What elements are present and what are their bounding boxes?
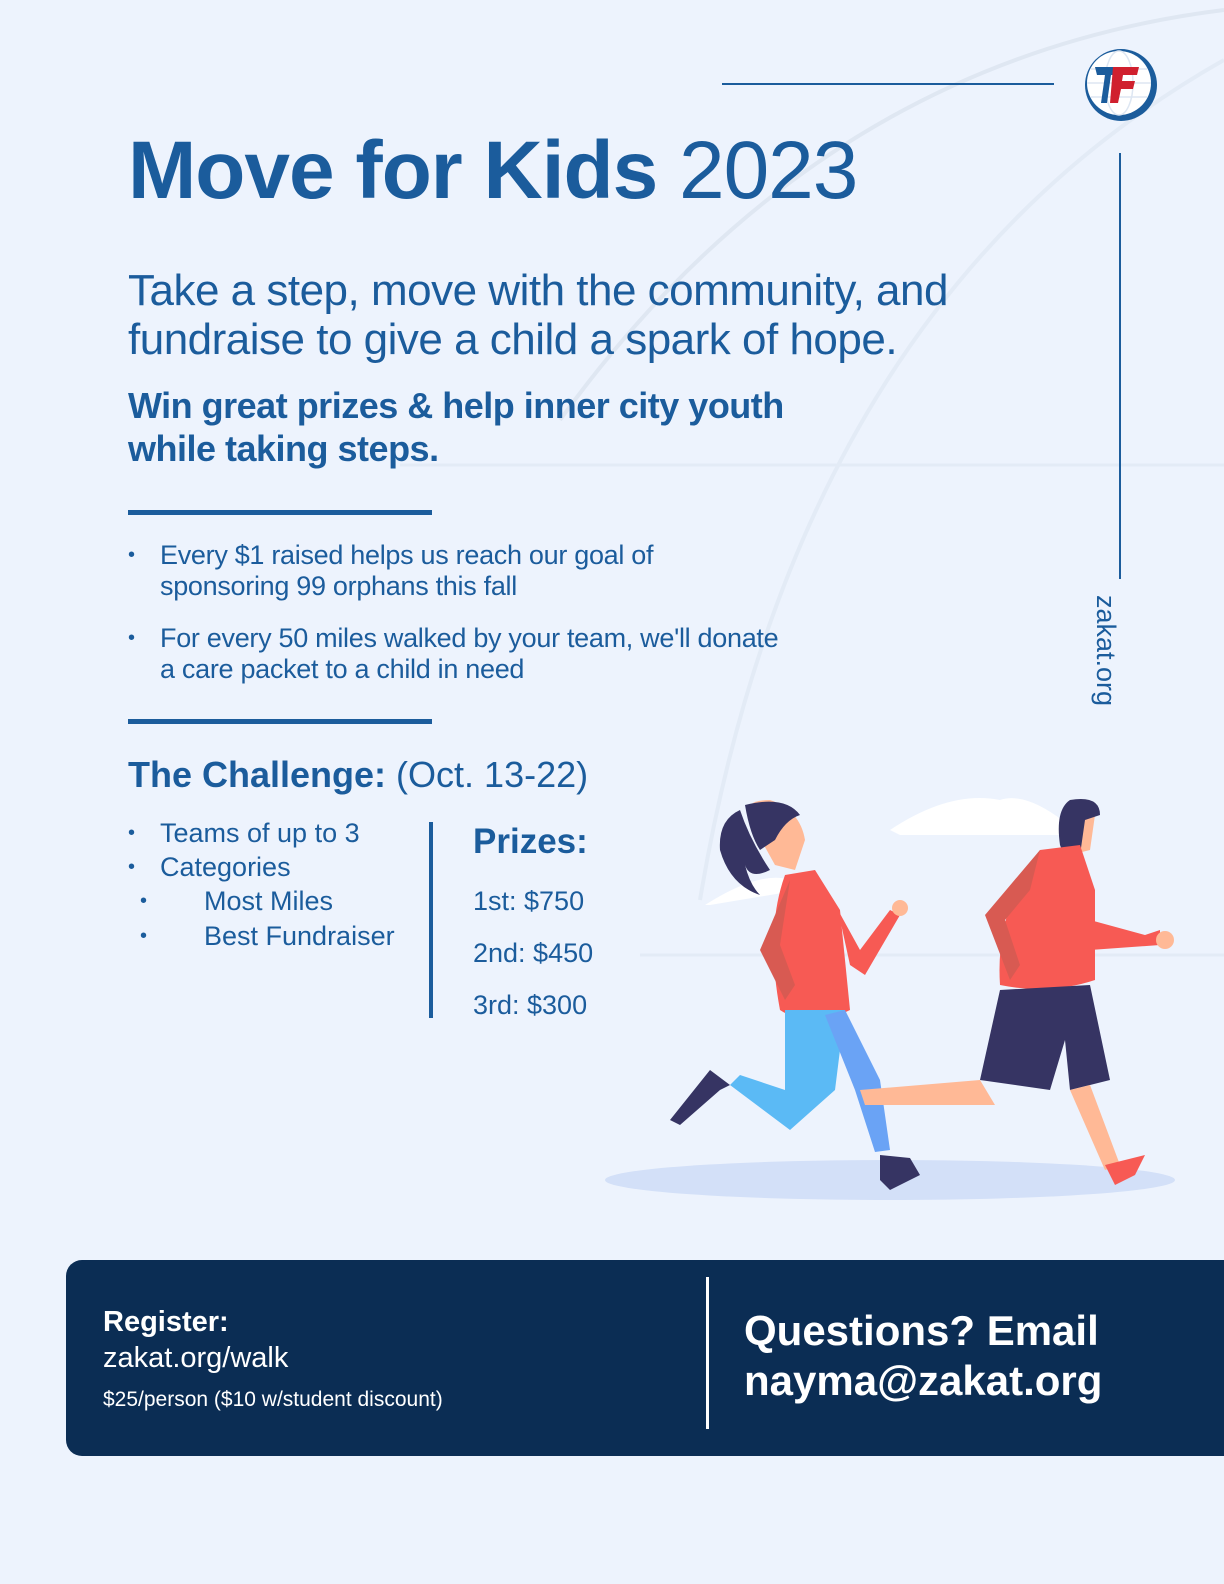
impact-item: • For every 50 miles walked by your team, we'll donate a care packet to a child in need xyxy=(128,623,788,685)
divider xyxy=(128,719,432,724)
contact-block xyxy=(744,1306,1102,1406)
subhead: Win great prizes & help inner city youth while taking steps. xyxy=(128,385,784,469)
two-runners-illustration-icon xyxy=(600,780,1180,1210)
challenge-dates: (Oct. 13-22) xyxy=(396,754,589,795)
prizes-title: Prizes: xyxy=(473,822,588,861)
impact-list xyxy=(128,540,788,706)
top-rule xyxy=(722,83,1054,85)
zf-globe-logo-icon xyxy=(1083,47,1159,123)
challenge-item-teams: • Teams of up to 3 xyxy=(128,816,395,850)
challenge-heading xyxy=(128,754,588,796)
price-text: $25/person ($10 w/student discount) xyxy=(103,1388,443,1411)
register-link[interactable]: zakat.org/walk xyxy=(103,1342,289,1374)
title-main: Move for Kids xyxy=(128,125,658,216)
divider xyxy=(128,510,432,515)
challenge-item-categories xyxy=(128,850,395,954)
side-rule xyxy=(1119,153,1121,579)
contact-email-link[interactable]: nayma@zakat.org xyxy=(744,1357,1103,1404)
prize-second: 2nd: $450 xyxy=(473,938,594,968)
title-year: 2023 xyxy=(678,125,858,216)
footer-banner xyxy=(66,1260,1224,1456)
prize-third: 3rd: $300 xyxy=(473,990,588,1020)
category-list xyxy=(160,884,395,954)
challenge-title: The Challenge: xyxy=(128,754,387,795)
vertical-divider xyxy=(429,822,433,1018)
impact-item: • Every $1 raised helps us reach our goal of sponsoring 99 orphans this fall xyxy=(128,540,788,602)
categories-label: Categories xyxy=(160,852,291,882)
tagline: Take a step, move with the community, and fundraise to give a child a spark of hope. xyxy=(128,266,948,364)
questions-text: Questions? Email xyxy=(744,1307,1099,1354)
side-url: zakat.org xyxy=(1091,595,1121,707)
page-title xyxy=(128,125,858,216)
challenge-list xyxy=(128,816,395,954)
register-label: Register: xyxy=(103,1306,229,1338)
footer-divider xyxy=(706,1277,709,1429)
category-item: • Most Miles xyxy=(128,884,395,919)
category-item: • Best Fundraiser xyxy=(128,919,395,954)
prize-first: 1st: $750 xyxy=(473,886,585,916)
